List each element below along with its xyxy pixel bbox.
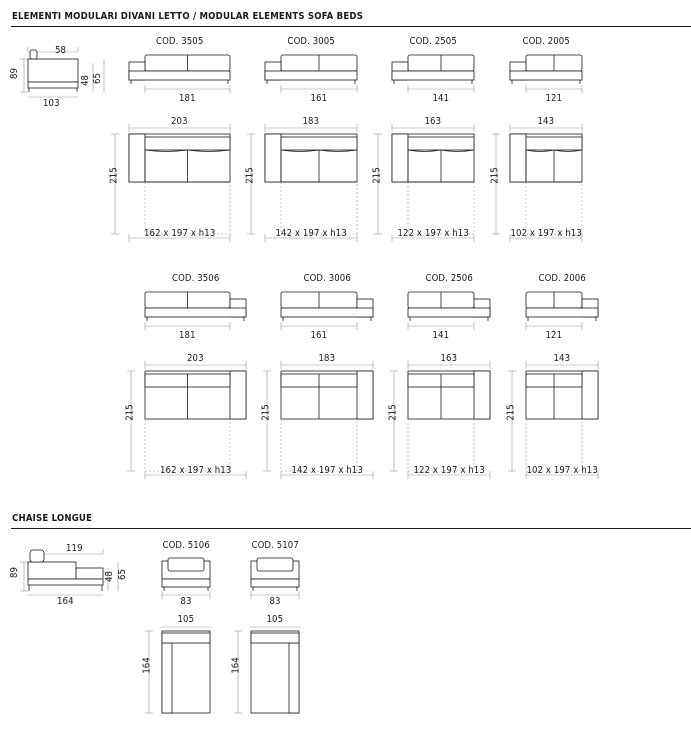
- module-width: 121: [545, 93, 563, 104]
- module-total-width: 183: [318, 353, 336, 364]
- module-width: 161: [310, 330, 328, 341]
- module-code: COD. 3506: [172, 273, 220, 284]
- dim-164: 164: [57, 596, 74, 607]
- module-bed-size: 102 x 197 x h13: [510, 228, 582, 239]
- module-total-width: 163: [440, 353, 458, 364]
- module-bed-size: 142 x 197 x h13: [291, 465, 363, 476]
- module-depth: 215: [244, 167, 256, 184]
- section-title-sofa-beds: ELEMENTI MODULARI DIVANI LETTO / MODULAR ELEMENTS SOFA BEDS: [12, 11, 364, 22]
- module-depth: 215: [505, 404, 517, 421]
- module-width: 141: [432, 93, 450, 104]
- section-title-chaise-longue: CHAISE LONGUE: [12, 513, 93, 524]
- dim-58: 58: [55, 45, 67, 56]
- module-bed-size: 102 x 197 x h13: [526, 465, 598, 476]
- module-drawing: [490, 38, 690, 258]
- module-depth: 215: [124, 404, 136, 421]
- module-depth: 215: [108, 167, 120, 184]
- module-depth: 215: [371, 167, 383, 184]
- module-bed-size: 162 x 197 x h13: [144, 228, 216, 239]
- dim-48: 48: [103, 571, 115, 582]
- module-width: 181: [179, 330, 196, 341]
- module-code: COD. 2506: [425, 273, 473, 284]
- module-total-width: 203: [171, 116, 188, 127]
- chaise-module-total-width: 105: [266, 614, 284, 625]
- chaise-module-depth: 164: [141, 657, 153, 674]
- module-width: 121: [545, 330, 563, 341]
- module-bed-size: 122 x 197 x h13: [413, 465, 485, 476]
- module-total-width: 163: [424, 116, 442, 127]
- module-total-width: 143: [537, 116, 555, 127]
- chaise-module-code: COD. 5106: [162, 540, 210, 551]
- module-depth: 215: [260, 404, 272, 421]
- chaise-module-width: 83: [180, 596, 192, 607]
- dim-48: 48: [79, 75, 91, 86]
- dim-103: 103: [43, 98, 60, 109]
- module-code: COD. 3005: [287, 36, 335, 47]
- module-depth: 215: [489, 167, 501, 184]
- chaise-module-drawing: [231, 553, 351, 703]
- dim-65: 65: [91, 73, 103, 84]
- module-total-width: 143: [553, 353, 571, 364]
- module-bed-size: 162 x 197 x h13: [160, 465, 232, 476]
- module-code: COD. 3505: [156, 36, 204, 47]
- chaise-module-width: 83: [269, 596, 281, 607]
- chaise-module-total-width: 105: [177, 614, 195, 625]
- module-width: 161: [310, 93, 328, 104]
- module-bed-size: 142 x 197 x h13: [275, 228, 347, 239]
- module-width: 141: [432, 330, 450, 341]
- module-depth: 215: [387, 404, 399, 421]
- chaise-module-depth: 164: [230, 657, 242, 674]
- dim-89: 89: [8, 567, 20, 578]
- dim-89: 89: [8, 68, 20, 79]
- dim-65: 65: [116, 569, 128, 580]
- module-code: COD. 2006: [538, 273, 586, 284]
- module-drawing: [506, 275, 691, 495]
- chaise-module-code: COD. 5107: [251, 540, 299, 551]
- module-bed-size: 122 x 197 x h13: [397, 228, 469, 239]
- module-code: COD. 2005: [522, 36, 570, 47]
- module-code: COD. 2505: [409, 36, 457, 47]
- module-total-width: 183: [302, 116, 320, 127]
- module-code: COD. 3006: [303, 273, 351, 284]
- module-width: 181: [179, 93, 196, 104]
- chaise-side-profile-drawing: [0, 0, 130, 620]
- dim-119: 119: [66, 543, 83, 554]
- module-total-width: 203: [187, 353, 204, 364]
